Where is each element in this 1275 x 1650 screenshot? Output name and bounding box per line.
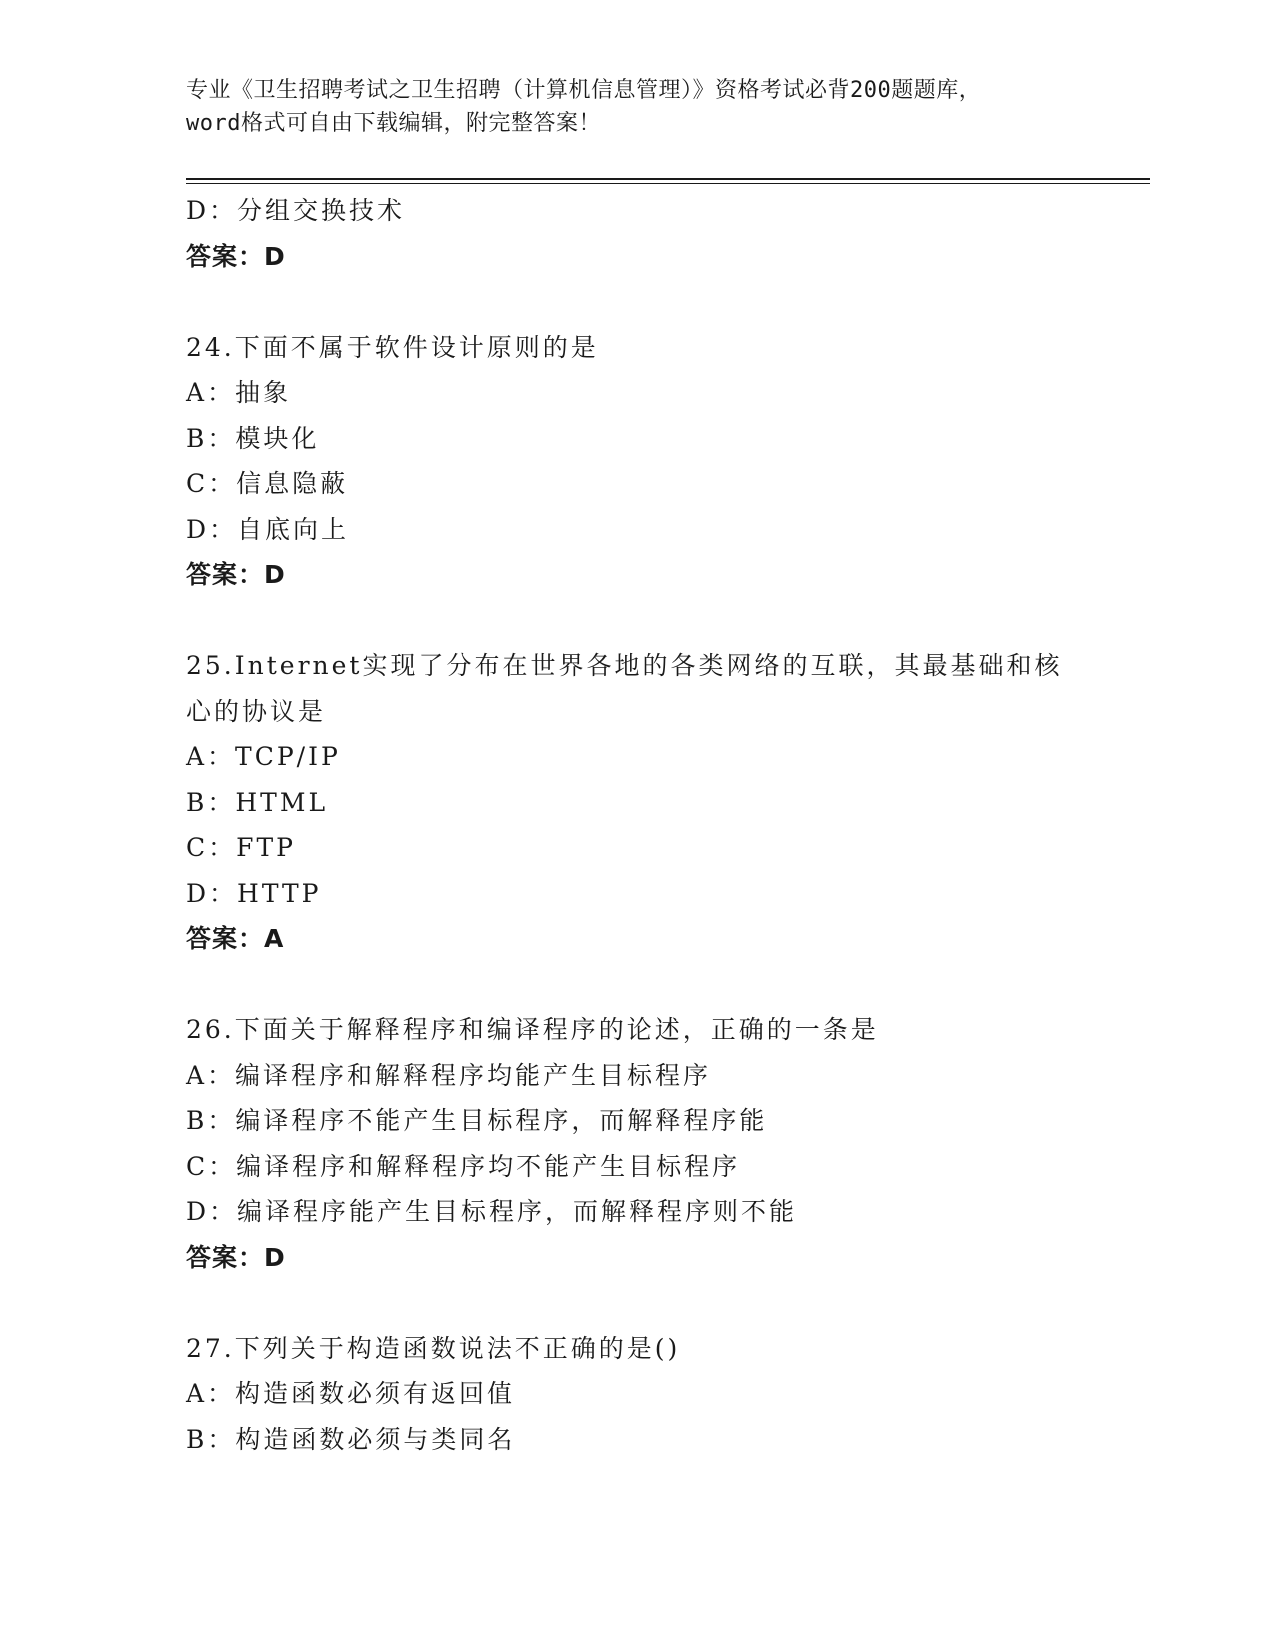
option-b: B：HTML bbox=[186, 787, 329, 817]
question-text: 26.下面关于解释程序和编译程序的论述，正确的一条是 bbox=[186, 1015, 879, 1044]
question-text: 27.下列关于构造函数说法不正确的是() bbox=[186, 1333, 681, 1363]
header-divider-thick bbox=[186, 178, 1150, 180]
option-d: D：自底向上 bbox=[186, 514, 350, 544]
option-a: A：编译程序和解释程序均能产生目标程序 bbox=[186, 1060, 712, 1090]
option-b: B：模块化 bbox=[186, 423, 320, 453]
question-text: 24.下面不属于软件设计原则的是 bbox=[186, 332, 599, 362]
option-a: A：TCP/IP bbox=[186, 742, 341, 771]
spacer bbox=[186, 962, 1086, 1008]
question-text-line-1: 25.Internet实现了分布在世界各地的各类网络的互联，其最基础和核 bbox=[186, 651, 1063, 680]
header-line-1: 专业《卫生招聘考试之卫生招聘（计算机信息管理）》资格考试必背200题题库， bbox=[186, 78, 982, 103]
option-b: B：构造函数必须与类同名 bbox=[186, 1424, 516, 1454]
question-25 bbox=[186, 643, 1086, 962]
question-text-line-2: 心的协议是 bbox=[186, 696, 327, 726]
option-d: D：HTTP bbox=[186, 878, 322, 908]
document-header bbox=[186, 74, 1086, 140]
answer: 答案：D bbox=[186, 560, 286, 589]
answer: 答案：D bbox=[186, 1242, 286, 1272]
question-26 bbox=[186, 1007, 1086, 1280]
spacer bbox=[186, 279, 1086, 325]
question-24 bbox=[186, 325, 1086, 598]
answer: 答案：A bbox=[186, 924, 285, 953]
prev-option-d: D：分组交换技术 bbox=[186, 196, 406, 225]
question-27 bbox=[186, 1326, 1086, 1463]
option-a: A：抽象 bbox=[186, 378, 292, 407]
option-a: A：构造函数必须有返回值 bbox=[186, 1379, 516, 1408]
header-divider-thin bbox=[186, 183, 1150, 184]
option-c: C：编译程序和解释程序均不能产生目标程序 bbox=[186, 1151, 741, 1181]
spacer bbox=[186, 1280, 1086, 1326]
option-c: C：FTP bbox=[186, 833, 296, 862]
question-list bbox=[186, 188, 1086, 1462]
option-d: D：编译程序能产生目标程序，而解释程序则不能 bbox=[186, 1197, 798, 1226]
prev-answer: 答案：D bbox=[186, 241, 286, 271]
spacer bbox=[186, 598, 1086, 644]
header-line-2: word格式可自由下载编辑，附完整答案！ bbox=[186, 111, 601, 136]
option-c: C：信息隐蔽 bbox=[186, 469, 349, 498]
option-b: B：编译程序不能产生目标程序，而解释程序能 bbox=[186, 1106, 768, 1135]
